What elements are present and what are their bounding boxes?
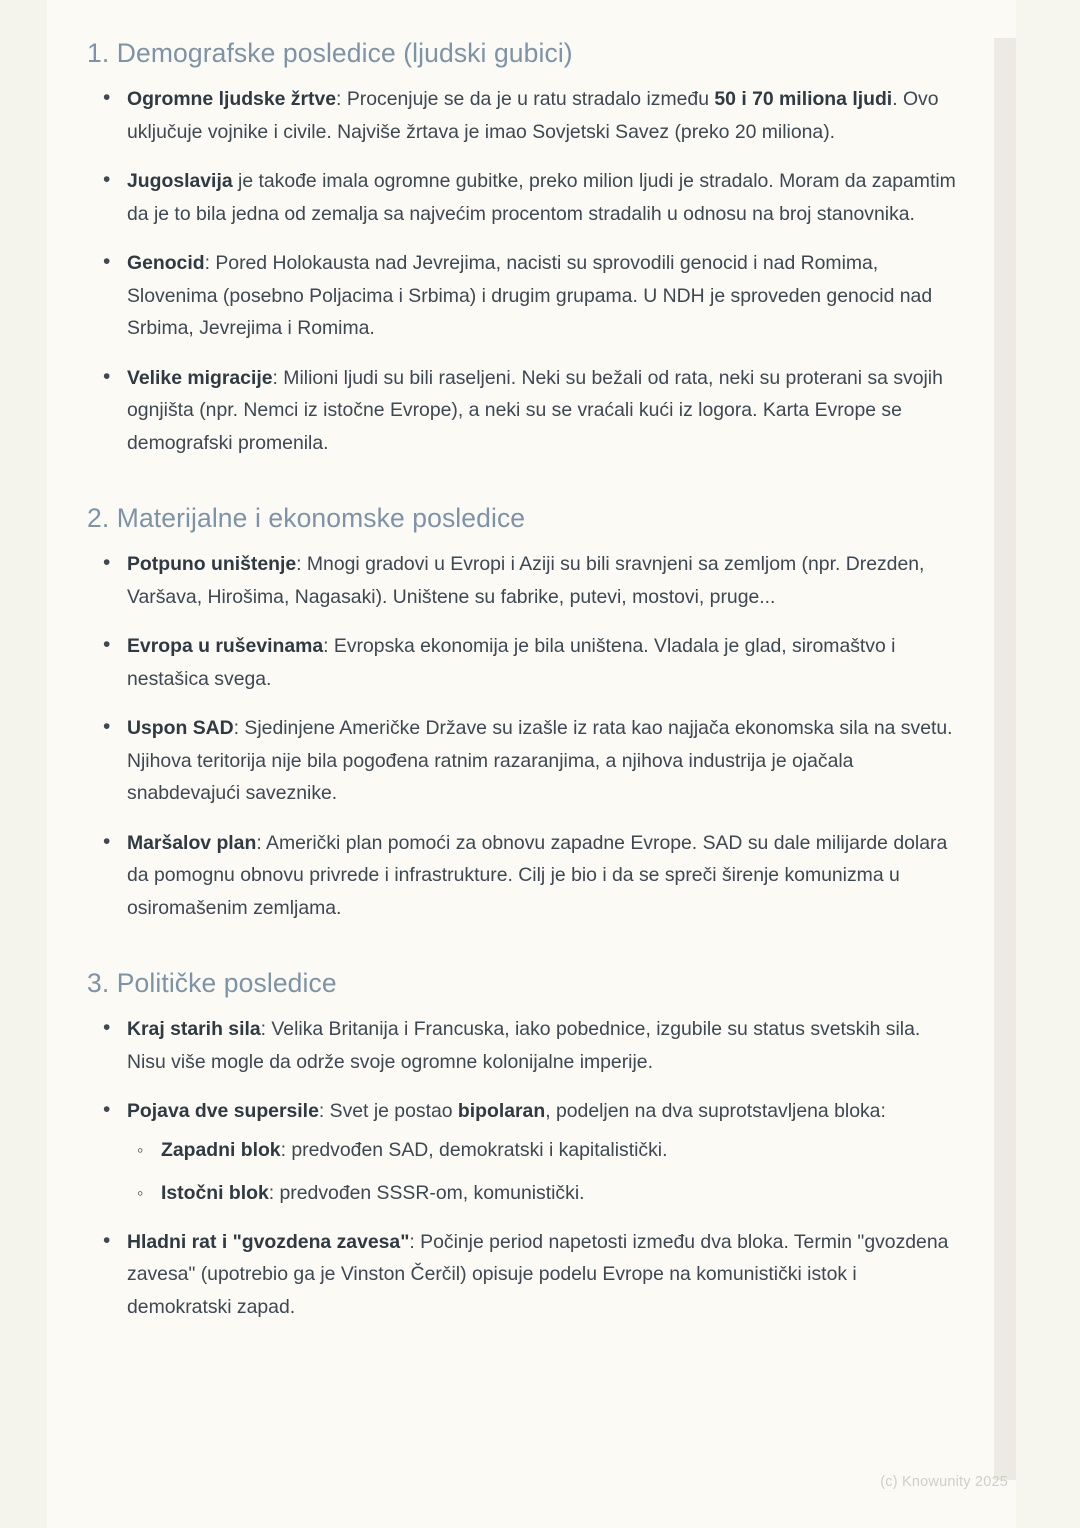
section-heading: 2. Materijalne i ekonomske posledice: [87, 503, 526, 533]
list-item-text: : Milioni ljudi su bili raseljeni. Neki su bežali od rata, neki su proterani sa svojih ognjišta (npr. Nemci iz istočne Evrope), a neki su se vraćali kući iz logora. Karta Evrope se demografski promenila.: [127, 366, 943, 454]
sub-list-item: [127, 1134, 956, 1166]
list-item-lead: Jugoslavija: [127, 170, 233, 192]
page-right-margin: [1016, 0, 1080, 1528]
list-item-lead: Kraj starih sila: [127, 1018, 261, 1040]
page-left-margin: [0, 0, 47, 1528]
list-item-lead: Uspon SAD: [127, 717, 234, 739]
list-item-text: : Američki plan pomoći za obnovu zapadne Evrope. SAD su dale milijarde dolara da pomognu obnovu privrede i infrastrukture. Cilj je bio i da se spreči širenje komunizma u osiromašenim zemljama.: [127, 831, 948, 919]
bullet-list: [87, 548, 956, 924]
list-item-lead: Pojava dve supersile: [127, 1100, 319, 1122]
sub-list-item-lead: Istočni blok: [161, 1181, 269, 1204]
list-item: [87, 362, 956, 460]
sub-list-item-lead: Zapadni blok: [161, 1138, 281, 1161]
list-item-lead: Hladni rat i "gvozdena zavesa": [127, 1230, 410, 1253]
section-heading: 1. Demografske posledice (ljudski gubici): [87, 38, 573, 68]
list-item: [87, 165, 956, 230]
list-item: [87, 83, 956, 148]
sub-list-item-text: : predvođen SSSR-om, komunistički.: [268, 1181, 585, 1204]
list-item-lead: Genocid: [127, 252, 205, 274]
list-item: [87, 827, 956, 925]
list-item-text: : Mnogi gradovi u Evropi i Aziji su bili sravnjeni sa zemljom (npr. Drezden, Varšava, Hirošima, Nagasaki). Uništene su fabrike, putevi, mostovi, pruge...: [127, 553, 925, 608]
section-materijalne-ekonomske-posledice: [87, 503, 956, 924]
list-item-text: : Evropska ekonomija je bila uništena. Vladala je glad, siromaštvo i nestašica svega.: [127, 635, 896, 690]
document-content: [47, 0, 1016, 1340]
list-item-text: : Pored Holokausta nad Jevrejima, nacisti su sprovodili genocid i nad Romima, Slovenima (posebno Poljacima i Srbima) i drugim grupama. U NDH je sproveden genocid nad Srbima, Jevrejima i Romima.: [127, 252, 933, 339]
list-item-lead: Ogromne ljudske žrtve: [127, 88, 337, 110]
list-item-lead: Evropa u ruševinama: [127, 635, 324, 657]
bullet-list: [87, 83, 956, 459]
list-item: [87, 630, 956, 695]
list-item-text: : Sjedinjene Američke Države su izašle iz rata kao najjača ekonomska sila na svetu. Njihova teritorija nije bila pogođena ratnim razaranjima, a njihova industrija je ojačala snabdevajući saveznike.: [127, 717, 953, 804]
list-item-lead: Maršalov plan: [127, 831, 257, 854]
list-item: [87, 548, 956, 613]
list-item-text: : Svet je postao: [318, 1100, 458, 1122]
sub-bullet-list: [127, 1134, 956, 1209]
list-item-text: je takođe imala ogromne gubitke, preko milion ljudi je stradalo. Moram da zapamtim da je to bila jedna od zemalja sa najvećim procentom stradalih u odnosu na broj stanovnika.: [127, 170, 956, 225]
list-item: [87, 1095, 956, 1209]
section-demografske-posledice: [87, 38, 956, 459]
sub-list-item: [127, 1177, 956, 1209]
section-politicke-posledice: [87, 968, 956, 1323]
list-item-text-tail: , podeljen na dva suprotstavljena bloka:: [545, 1100, 886, 1122]
watermark-text: (c) Knowunity 2025: [880, 1474, 1008, 1490]
list-item-emphasis: bipolaran: [457, 1100, 546, 1122]
section-heading: 3. Političke posledice: [87, 968, 337, 998]
list-item-text: : Počinje period napetosti između dva bloka. Termin "gvozdena zavesa" (upotrebio ga je Vinston Čerčil) opisuje podelu Evrope na komunistički istok i demokratski zapad.: [127, 1230, 949, 1318]
bullet-list: [87, 1013, 956, 1323]
list-item-text: : Procenjuje se da je u ratu stradalo između: [336, 88, 715, 110]
list-item-lead: Potpuno uništenje: [127, 553, 297, 575]
list-item: [87, 712, 956, 810]
list-item: [87, 247, 956, 345]
list-item-lead: Velike migracije: [127, 366, 273, 389]
list-item: [87, 1226, 956, 1324]
sub-list-item-text: : predvođen SAD, demokratski i kapitalistički.: [280, 1138, 668, 1161]
list-item: [87, 1013, 956, 1078]
list-item-text-tail: . Ovo uključuje vojnike i civile. Najviše žrtava je imao Sovjetski Savez (preko 20 miliona).: [127, 88, 939, 143]
list-item-emphasis: 50 i 70 miliona ljudi: [714, 88, 893, 110]
list-item-text: : Velika Britanija i Francuska, iako pobednice, izgubile su status svetskih sila. Nisu više mogle da održe svoje ogromne kolonijalne imperije.: [127, 1018, 921, 1073]
